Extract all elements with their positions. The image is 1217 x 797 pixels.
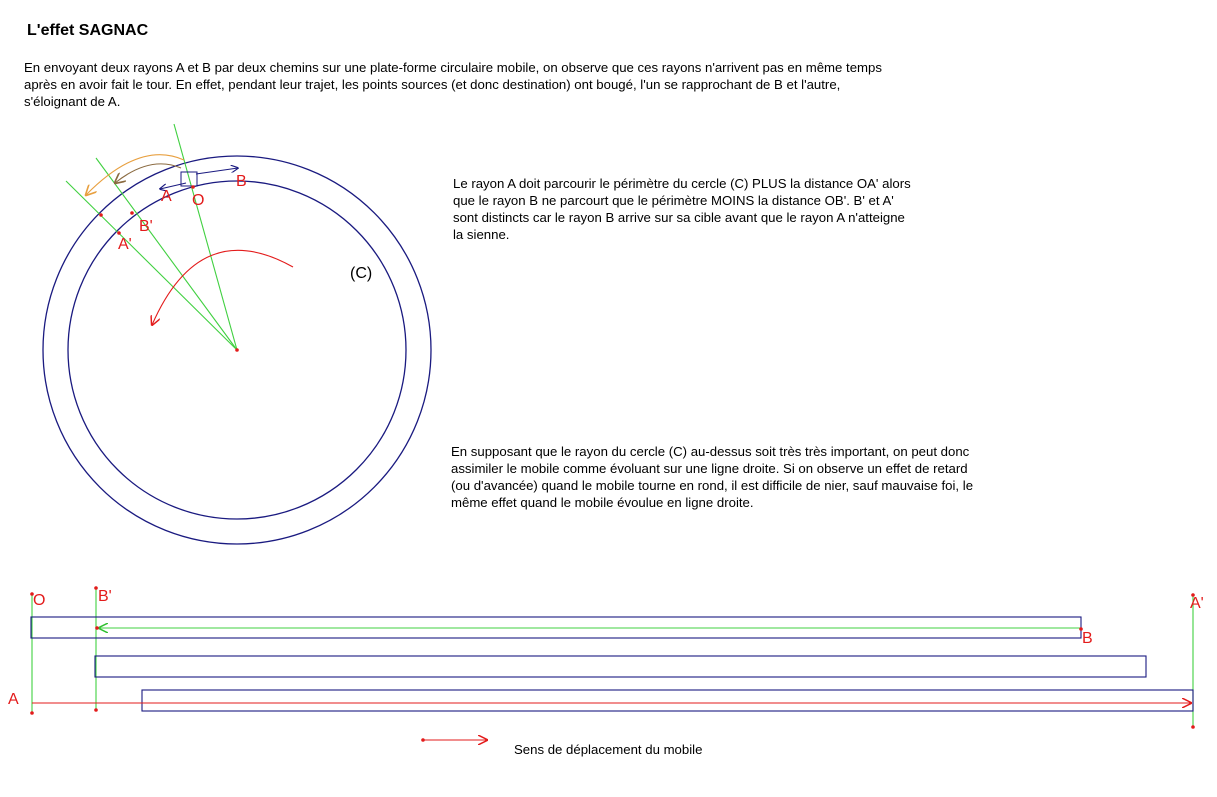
label-B-prime: B' <box>139 218 153 235</box>
legend-arrow-origin <box>421 738 425 742</box>
explanation-paragraph: Le rayon A doit parcourir le périmètre du cercle (C) PLUS la distance OA' alors que le rayon B ne parcourt que le périmètre MOINS la distance OB'. B' et A' sont distincts car le rayon B arrive sur sa cible avant que le rayon A n'atteigne la sienne. <box>453 176 911 242</box>
label-O: O <box>192 192 205 209</box>
point-O-bottom <box>30 711 34 715</box>
arrow-brown <box>115 164 181 183</box>
label-B: B <box>236 173 247 190</box>
linear-diagram <box>8 586 1204 729</box>
ray-to-A-prime <box>66 181 237 350</box>
linear-label-B: B <box>1082 630 1093 647</box>
point-A-outer <box>99 213 103 217</box>
linear-assumption-paragraph: En supposant que le rayon du cercle (C) au-dessus soit très très important, on peut donc assimiler le mobile comme évoluant sur une ligne droite. Si on observe un effet de retard (ou d'avancée) quand le mobile tourne en rond, il est difficile de nier, sauf mauvaise foi, le même effet quand le mobile évoulue en ligne droite. <box>451 444 974 510</box>
point-O <box>191 185 195 189</box>
label-A: A <box>161 188 172 205</box>
center-point <box>235 348 239 352</box>
mobile-rect-middle <box>95 656 1146 677</box>
label-C: (C) <box>350 265 373 282</box>
label-A-prime: A' <box>118 236 132 253</box>
linear-label-O: O <box>33 592 46 609</box>
page-title: L'effet SAGNAC <box>27 22 149 39</box>
arrow-navy-right <box>196 168 238 174</box>
legend-text: Sens de déplacement du mobile <box>514 742 703 757</box>
legend <box>421 738 487 742</box>
ray-to-O <box>174 124 237 350</box>
linear-label-A-prime: A' <box>1190 595 1204 612</box>
point-B-prime-mid <box>95 626 99 630</box>
point-A-prime <box>117 231 121 235</box>
linear-label-A: A <box>8 691 19 708</box>
point-B-prime <box>130 211 134 215</box>
point-A-prime-bottom <box>1191 725 1195 729</box>
mobile-rect-bottom <box>142 690 1193 711</box>
rotation-arrow <box>152 250 293 325</box>
intro-paragraph: En envoyant deux rayons A et B par deux chemins sur une plate-forme circulaire mobile, on observe que ces rayons n'arrivent pas en même temps après en avoir fait le tour. En effet, pendant leur trajet, les points sources (et donc destination) ont bougé, l'un se rapprochant de B et l'autre, s'éloignant de A. <box>24 60 882 109</box>
point-B-prime-bottom <box>94 708 98 712</box>
circle-diagram <box>43 124 431 544</box>
linear-label-B-prime: B' <box>98 588 112 605</box>
